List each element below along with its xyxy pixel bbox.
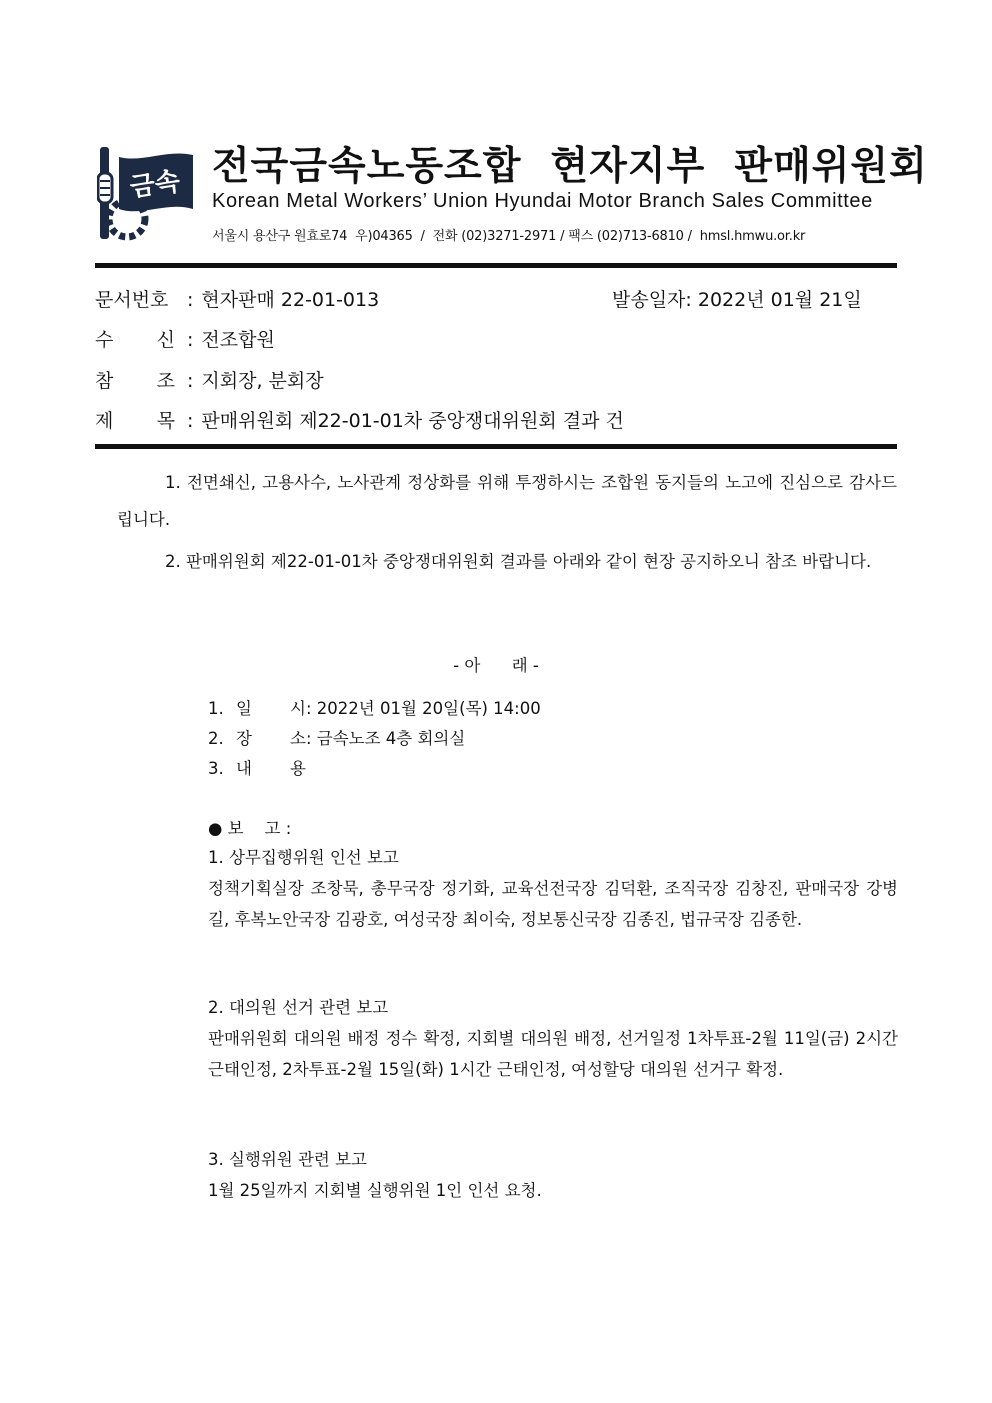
header-divider xyxy=(95,263,897,268)
org-contact-info: 서울시 용산구 원효로74 우)04365 / 전화 (02)3271-2971 / 팩스 (02)713-6810 / hmsl.hmwu.or.kr xyxy=(212,229,806,244)
reference-value: 지회장, 분회장 xyxy=(201,370,324,392)
recipient-value: 전조합원 xyxy=(201,329,275,351)
item-label: 일 시 xyxy=(236,699,306,718)
subject-value: 판매위원회 제22-01-01차 중앙쟁대위원회 결과 건 xyxy=(201,410,624,432)
recipient-row xyxy=(95,325,275,352)
section-text: 판매위원회 대의원 배정 정수 확정, 지회별 대의원 배정, 선거일정 1차투표-2월 11일(금) 2시간 근태인정, 2차투표-2월 15일(화) 1시간 근태인정, 여성할당 대의원 선거구 확정. xyxy=(208,1029,898,1079)
item-location xyxy=(208,725,465,749)
item-label: 장 소 xyxy=(236,729,306,748)
send-date-value: 2022년 01월 21일 xyxy=(697,289,862,311)
colon: : xyxy=(187,370,194,392)
below-heading: - 아 래 - xyxy=(453,656,539,675)
colon: : xyxy=(187,410,194,432)
org-name-korean: 전국금속노동조합 현자지부 판매위원회 xyxy=(212,144,928,189)
org-name-english: Korean Metal Workers’ Union Hyundai Motor Branch Sales Committee xyxy=(212,190,873,212)
reference-label: 참 조 xyxy=(95,370,175,392)
reference-row xyxy=(95,366,324,393)
union-logo xyxy=(97,145,197,245)
item-number: 1. xyxy=(208,699,224,718)
body-paragraph-1: 1. 전면쇄신, 고용사수, 노사관계 정상화를 위해 투쟁하시는 조합원 동지들의 노고에 진심으로 감사드립니다. xyxy=(117,473,897,529)
item-number: 3. xyxy=(208,759,224,778)
item-value: : 금속노조 4층 회의실 xyxy=(306,729,466,748)
item-label: 내 용 xyxy=(236,759,306,778)
item-content xyxy=(208,755,306,779)
report-section-3 xyxy=(208,1144,898,1206)
section-title: 2. 대의원 선거 관련 보고 xyxy=(208,998,389,1017)
report-heading: ● 보 고 : xyxy=(208,819,292,838)
doc-number-row xyxy=(95,285,379,312)
item-value: : 2022년 01월 20일(목) 14:00 xyxy=(306,699,541,718)
send-date-label: 발송일자: xyxy=(612,289,692,311)
colon: : xyxy=(187,289,194,311)
report-section-2 xyxy=(208,992,898,1085)
section-text: 정책기획실장 조창묵, 총무국장 정기화, 교육선전국장 김덕환, 조직국장 김창진, 판매국장 강병길, 후복노안국장 김광호, 여성국장 최이숙, 정보통신국장 김종진, 법규국장 김종한. xyxy=(208,879,898,929)
section-title: 1. 상무집행위원 인선 보고 xyxy=(208,848,399,867)
doc-number-label: 문서번호 xyxy=(95,289,169,311)
report-section-1 xyxy=(208,842,898,935)
item-number: 2. xyxy=(208,729,224,748)
subject-label: 제 목 xyxy=(95,410,175,432)
section-title: 3. 실행위원 관련 보고 xyxy=(208,1150,367,1169)
recipient-label: 수 신 xyxy=(95,329,175,351)
body-paragraph-2: 2. 판매위원회 제22-01-01차 중앙쟁대위원회 결과를 아래와 같이 현장 공지하오니 참조 바랍니다. xyxy=(165,552,872,571)
logo-text: 금속 xyxy=(128,166,182,204)
doc-number-value: 현자판매 22-01-013 xyxy=(201,289,380,311)
meta-divider xyxy=(95,444,897,449)
section-text: 1월 25일까지 지회별 실행위원 1인 인선 요청. xyxy=(208,1181,542,1200)
subject-row xyxy=(95,406,624,433)
send-date-row xyxy=(612,285,862,312)
colon: : xyxy=(187,329,194,351)
item-datetime xyxy=(208,695,541,719)
